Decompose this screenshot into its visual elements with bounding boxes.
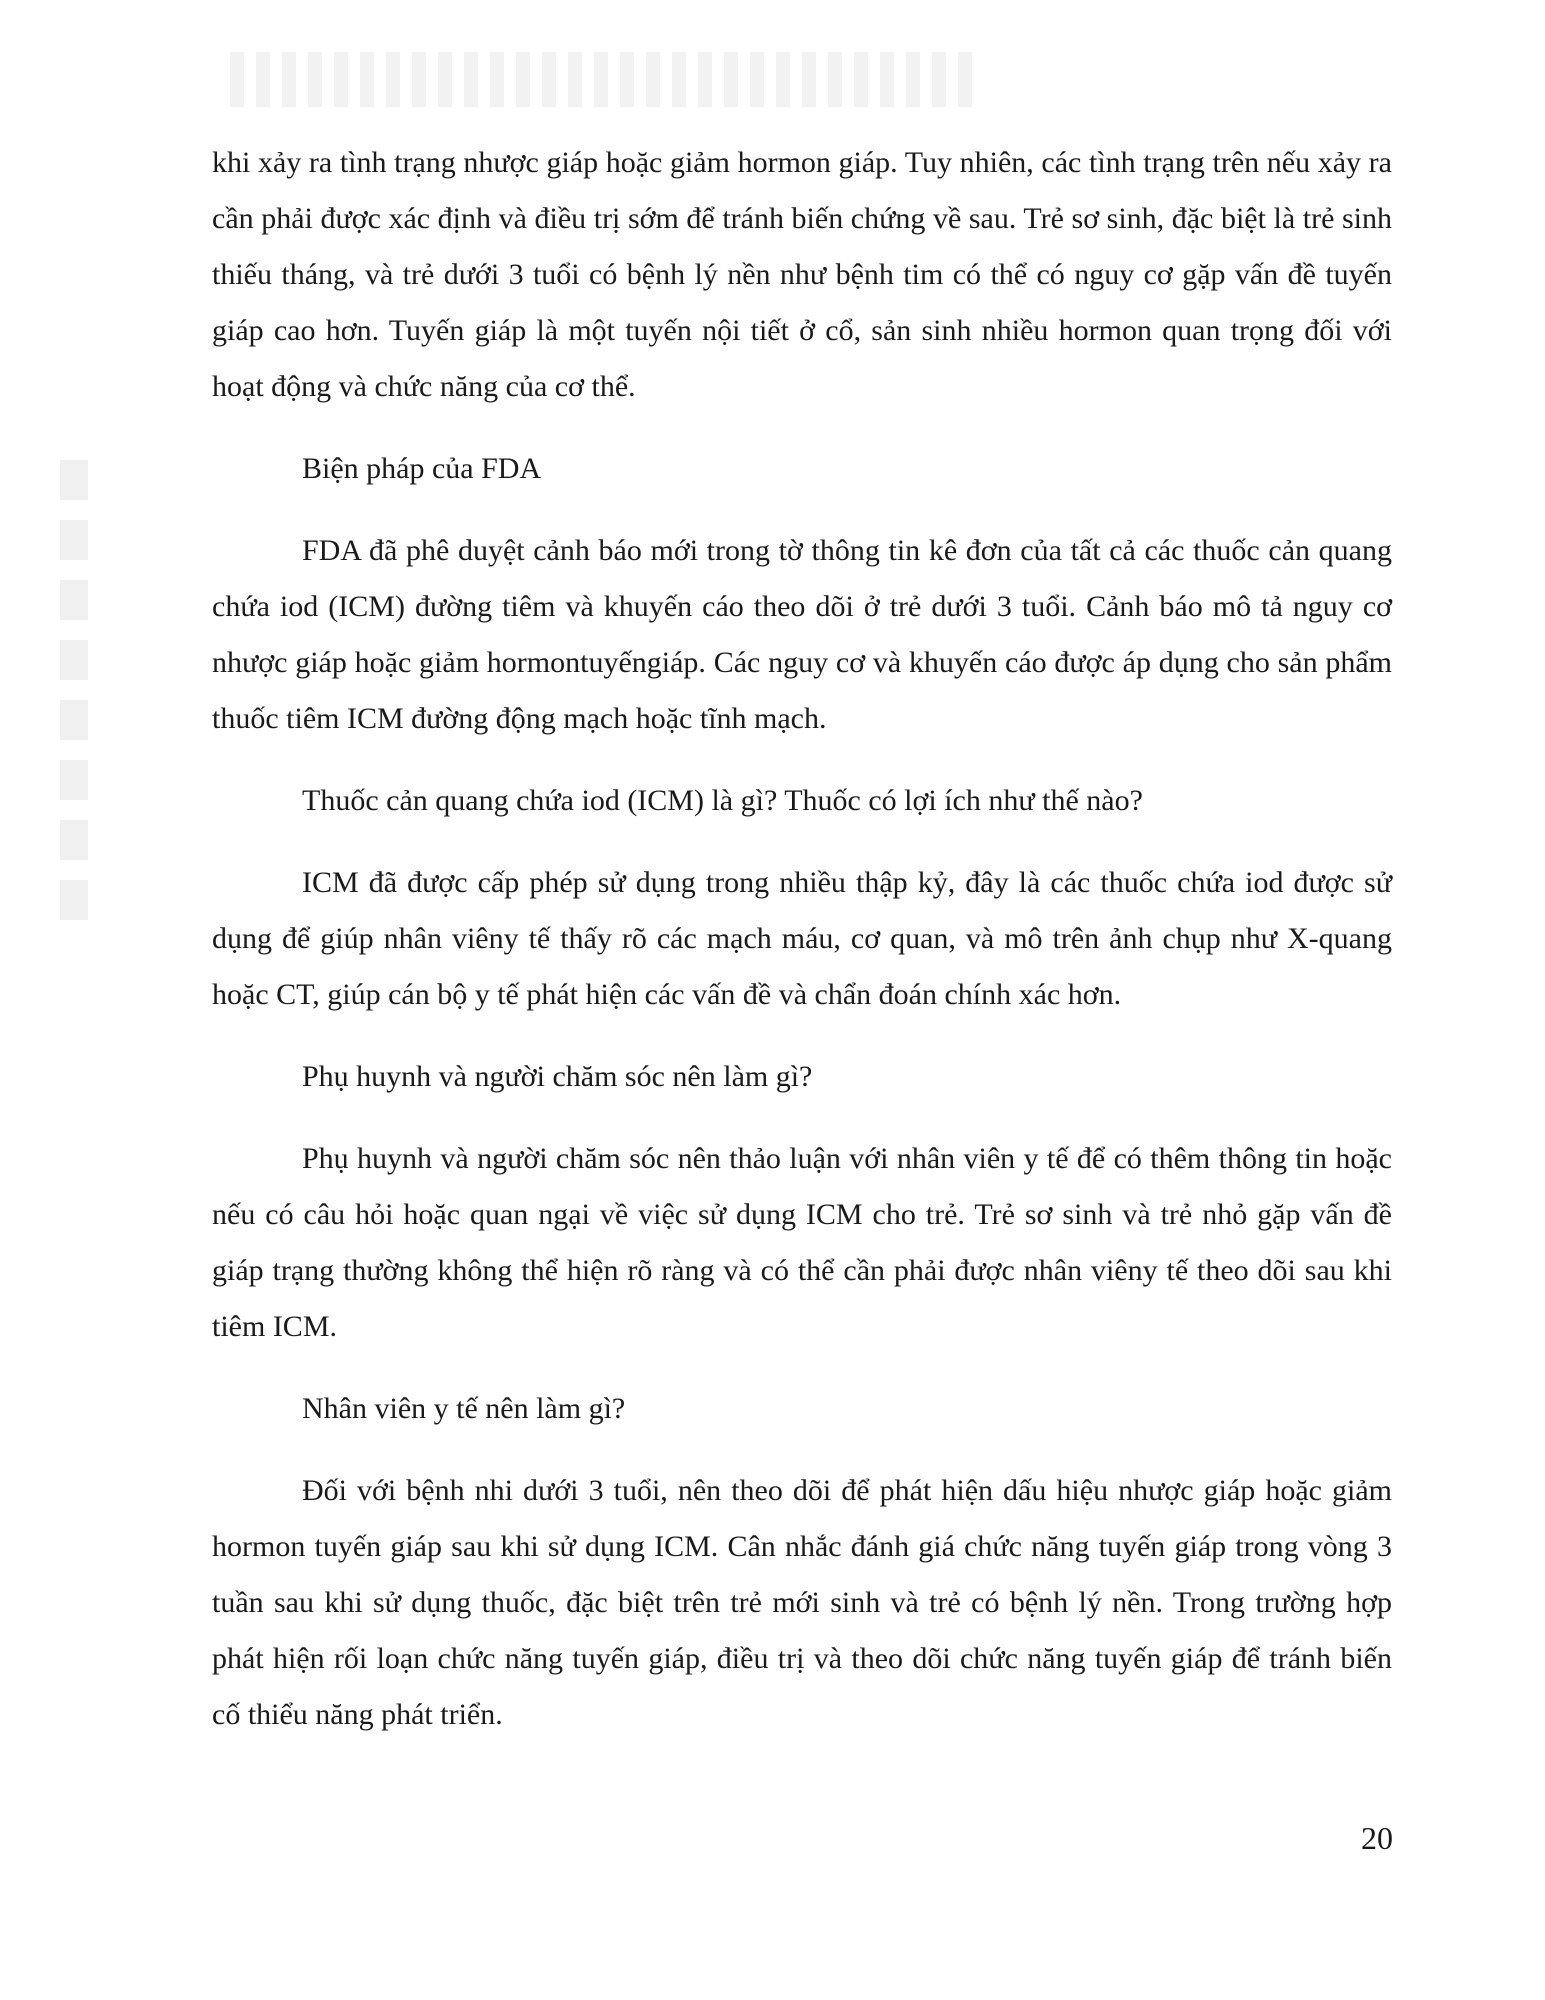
- document-body: [212, 135, 1392, 1743]
- faint-margin-bleed: [60, 460, 88, 920]
- paragraph-thyroid-risk: khi xảy ra tình trạng nhược giáp hoặc giảm hormon giáp. Tuy nhiên, các tình trạng trên nếu xảy ra cần phải được xác định và điều trị sớm để tránh biến chứng về sau. Trẻ sơ sinh, đặc biệt là trẻ sinh thiếu tháng, và trẻ dưới 3 tuổi có bệnh lý nền như bệnh tim có thể có nguy cơ gặp vấn đề tuyến giáp cao hơn. Tuyến giáp là một tuyến nội tiết ở cổ, sản sinh nhiều hormon quan trọng đối với hoạt động và chức năng của cơ thể.: [212, 146, 1392, 403]
- heading-parents-caregivers: Phụ huynh và người chăm sóc nên làm gì?: [302, 1060, 813, 1093]
- heading-fda-measures: Biện pháp của FDA: [302, 452, 542, 485]
- heading-healthcare-staff: Nhân viên y tế nên làm gì?: [302, 1392, 626, 1425]
- paragraph-fda-warning: FDA đã phê duyệt cảnh báo mới trong tờ thông tin kê đơn của tất cả các thuốc cản quang chứa iod (ICM) đường tiêm và khuyến cáo theo dõi ở trẻ dưới 3 tuổi. Cảnh báo mô tả nguy cơ nhược giáp hoặc giảm hormontuyếngiáp. Các nguy cơ và khuyến cáo được áp dụng cho sản phẩm thuốc tiêm ICM đường động mạch hoặc tĩnh mạch.: [212, 534, 1392, 735]
- heading-what-is-icm: Thuốc cản quang chứa iod (ICM) là gì? Thuốc có lợi ích như thế nào?: [302, 784, 1143, 817]
- page-number: 20: [1361, 1820, 1393, 1856]
- paragraph-parents-advice: Phụ huynh và người chăm sóc nên thảo luận với nhân viên y tế để có thêm thông tin hoặc nếu có câu hỏi hoặc quan ngại về việc sử dụng ICM cho trẻ. Trẻ sơ sinh và trẻ nhỏ gặp vấn đề giáp trạng thường không thể hiện rõ ràng và có thể cần phải được nhân viêny tế theo dõi sau khi tiêm ICM.: [212, 1142, 1392, 1343]
- paragraph-icm-description: ICM đã được cấp phép sử dụng trong nhiều thập kỷ, đây là các thuốc chứa iod được sử dụng để giúp nhân viêny tế thấy rõ các mạch máu, cơ quan, và mô trên ảnh chụp như X-quang hoặc CT, giúp cán bộ y tế phát hiện các vấn đề và chẩn đoán chính xác hơn.: [212, 866, 1392, 1011]
- paragraph-healthcare-advice: Đối với bệnh nhi dưới 3 tuổi, nên theo dõi để phát hiện dấu hiệu nhược giáp hoặc giảm hormon tuyến giáp sau khi sử dụng ICM. Cân nhắc đánh giá chức năng tuyến giáp trong vòng 3 tuần sau khi sử dụng thuốc, đặc biệt trên trẻ mới sinh và trẻ có bệnh lý nền. Trong trường hợp phát hiện rối loạn chức năng tuyến giáp, điều trị và theo dõi chức năng tuyến giáp để tránh biến cố thiểu năng phát triển.: [212, 1474, 1392, 1731]
- faint-header-bleed: [230, 52, 980, 107]
